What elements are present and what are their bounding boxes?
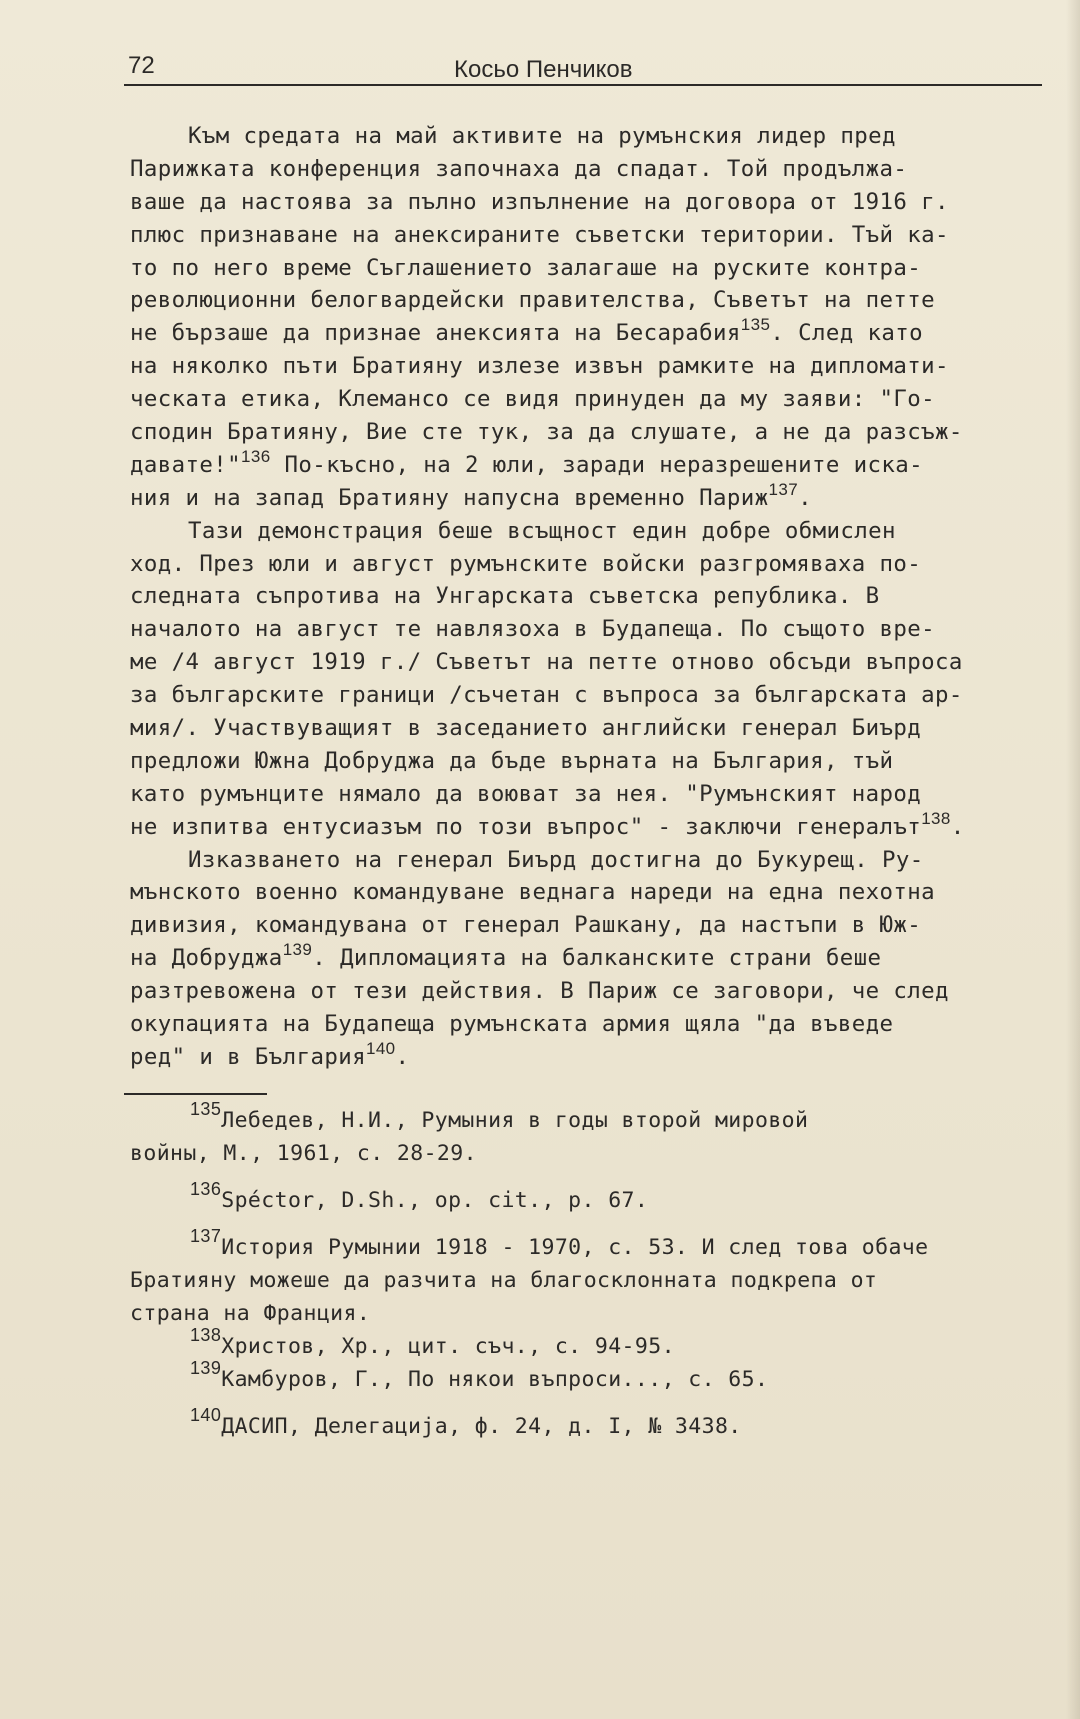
text-line [130, 1008, 1050, 1041]
footnote-line [130, 1099, 1050, 1137]
text-line-content: Тази демонстрация беше всъщност един добре обмислен [188, 517, 896, 544]
text-line-content: следната съпротива на Унгарската съветска република. В [130, 583, 880, 610]
footnote-line [130, 1264, 1050, 1297]
footnote-reference[interactable]: 136 [241, 446, 271, 466]
text-line [130, 613, 1050, 646]
text-line [130, 383, 1050, 416]
footnote-spacer [130, 1217, 1050, 1231]
text-line-content: революционни белогвардейски правителства, Съветът на петте [130, 287, 936, 314]
text-line [130, 1038, 1050, 1074]
text-line-continuation: По-късно, на 2 юли, заради неразрешените иска- [270, 451, 923, 478]
footnote [130, 1179, 1050, 1217]
text-line-continuation: . [798, 484, 812, 511]
footnote-text: Братияну можеше да разчита на благосклонната подкрепа от [130, 1268, 878, 1293]
text-line [130, 120, 1050, 153]
footnote-reference[interactable]: 135 [740, 315, 771, 335]
text-line [130, 252, 1050, 285]
footnote-reference[interactable]: 139 [282, 940, 313, 960]
text-line [130, 712, 1050, 745]
text-line-content: сподин Братияну, Вие сте тук, за да слушате, а не да разсъж- [130, 419, 963, 446]
footnote [130, 1405, 1050, 1443]
text-line [130, 548, 1050, 581]
footnote-line [130, 1297, 1050, 1330]
text-line-content: на Добруджа [130, 945, 283, 972]
text-line-content: Към средата на май активите на румънския лидер пред [188, 123, 896, 149]
text-line-content: дивизия, командувана от генерал Рашкану, да настъпи в Юж- [130, 912, 922, 939]
text-line-continuation: . [950, 813, 965, 840]
text-line [130, 515, 1050, 548]
text-line [130, 942, 1050, 975]
text-line-content: ме /4 август 1919 г./ Съветът на петте отново обсъди въпроса [130, 649, 963, 676]
footnotes [130, 1099, 1050, 1443]
footnote-rule [124, 1093, 267, 1095]
main-text [130, 120, 1050, 1074]
text-line [130, 479, 1050, 515]
running-title: Косьо Пенчиков [454, 56, 633, 83]
text-line-content: давате!" [130, 451, 242, 478]
footnote-number: 135 [190, 1099, 222, 1119]
footnote-text: ДАСИП, Делегација, ф. 24, д. I, № 3438. [221, 1414, 742, 1439]
text-line-content: за българските граници /съчетан с въпроса за българската ар- [130, 682, 963, 709]
text-line-content: не изпитва ентусиазъм по този въпрос" - заключи генералът [130, 813, 922, 840]
text-line-content: ред" и в България [130, 1043, 366, 1070]
footnote-line [130, 1226, 1050, 1264]
footnote-line [130, 1405, 1050, 1443]
footnote-spacer [130, 1170, 1050, 1184]
text-line [130, 580, 1050, 613]
footnote-line [130, 1179, 1050, 1217]
text-line [130, 646, 1050, 679]
footnote [130, 1358, 1050, 1396]
text-line-content: окупацията на Будапеща румънската армия щяла "да въведе [130, 1011, 894, 1038]
text-line [130, 844, 1050, 877]
footnote [130, 1099, 1050, 1170]
footnote-spacer [130, 1396, 1050, 1410]
footnote-line [130, 1358, 1050, 1396]
text-line-content: мия/. Участвуващият в заседанието английски генерал Биърд [130, 715, 922, 742]
text-line-continuation: . [395, 1043, 410, 1070]
footnote-number: 138 [190, 1325, 222, 1345]
header-rule [124, 84, 1042, 86]
text-line-content: ход. През юли и август румънските войски разгромяваха по- [130, 550, 922, 577]
text-line [130, 153, 1050, 186]
text-line [130, 745, 1050, 778]
text-line [130, 416, 1050, 449]
footnote-line [130, 1325, 1050, 1363]
footnote-number: 137 [190, 1226, 222, 1246]
footnote-number: 139 [190, 1358, 222, 1378]
footnote-text: страна на Франция. [130, 1301, 371, 1326]
footnote-number: 140 [190, 1405, 222, 1425]
text-line-continuation: . Дипломацията на балканските страни беше [312, 945, 882, 972]
text-line [130, 284, 1050, 317]
text-line-content: разтревожена от тези действия. В Париж се заговори, че след [130, 978, 949, 1005]
text-line-content: предложи Южна Добруджа да бъде върната на България, тъй [130, 747, 894, 774]
footnote-text: войны, М., 1961, с. 28-29. [130, 1141, 477, 1166]
text-line [130, 975, 1050, 1008]
footnote-text: История Румынии 1918 - 1970, с. 53. И след това обаче [221, 1235, 929, 1260]
text-line [130, 317, 1050, 350]
footnote-text: Христов, Хр., цит. съч., с. 94-95. [221, 1334, 675, 1359]
text-line [130, 876, 1050, 909]
footnote-number: 136 [190, 1179, 222, 1199]
text-line [130, 909, 1050, 942]
text-line-content: Парижката конференция започнаха да спадат. Той продължа- [130, 155, 908, 182]
text-line [130, 350, 1050, 383]
text-line [130, 186, 1050, 219]
text-line-content: Изказването на генерал Биърд достигна до Букурещ. Ру- [188, 846, 924, 873]
text-line [130, 778, 1050, 811]
text-line-content: ваше да настоява за пълно изпълнение на договора от 1916 г. [130, 188, 949, 215]
text-line-content: като румънците нямало да воюват за нея. "Румънският народ [130, 780, 922, 807]
page-number: 72 [128, 52, 155, 79]
footnote-text: Spéctor, D.Sh., op. cit., p. 67. [221, 1188, 649, 1213]
footnote-text: Камбуров, Г., По някои въпроси..., с. 65. [221, 1367, 769, 1392]
text-line-content: плюс признаване на анексираните съветски територии. Тъй ка- [130, 221, 949, 248]
text-line-content: ния и на запад Братияну напусна временно Париж [130, 484, 769, 511]
footnote-text: Лебедев, Н.И., Румыния в годы второй мировой [221, 1108, 809, 1133]
text-line-content: на няколко пъти Братияну излезе извън рамките на дипломати- [130, 353, 949, 380]
page-edge-shadow [1066, 0, 1080, 1719]
footnote-line [130, 1137, 1050, 1170]
footnote-reference[interactable]: 137 [768, 479, 799, 499]
text-line-content: не бързаше да признае анексията на Бесарабия [130, 320, 741, 347]
page-header [128, 52, 1040, 86]
footnote-reference[interactable]: 140 [365, 1038, 396, 1058]
footnote [130, 1325, 1050, 1363]
text-line [130, 219, 1050, 252]
text-line-content: мънското военно командуване веднага нареди на една пехотна [130, 879, 936, 906]
text-line [130, 679, 1050, 712]
text-line [130, 446, 1050, 482]
text-line-content: ческата етика, Клемансо се видя принуден да му заяви: "Го- [130, 386, 936, 413]
text-line-continuation: . След като [770, 320, 923, 347]
footnote-reference[interactable]: 138 [921, 808, 951, 828]
text-line-content: началото на август те навлязоха в Будапеща. По същото вре- [130, 616, 936, 643]
text-line [130, 808, 1050, 844]
text-line-content: то по него време Съглашението залагаше на руските контра- [130, 254, 922, 281]
footnote [130, 1226, 1050, 1330]
